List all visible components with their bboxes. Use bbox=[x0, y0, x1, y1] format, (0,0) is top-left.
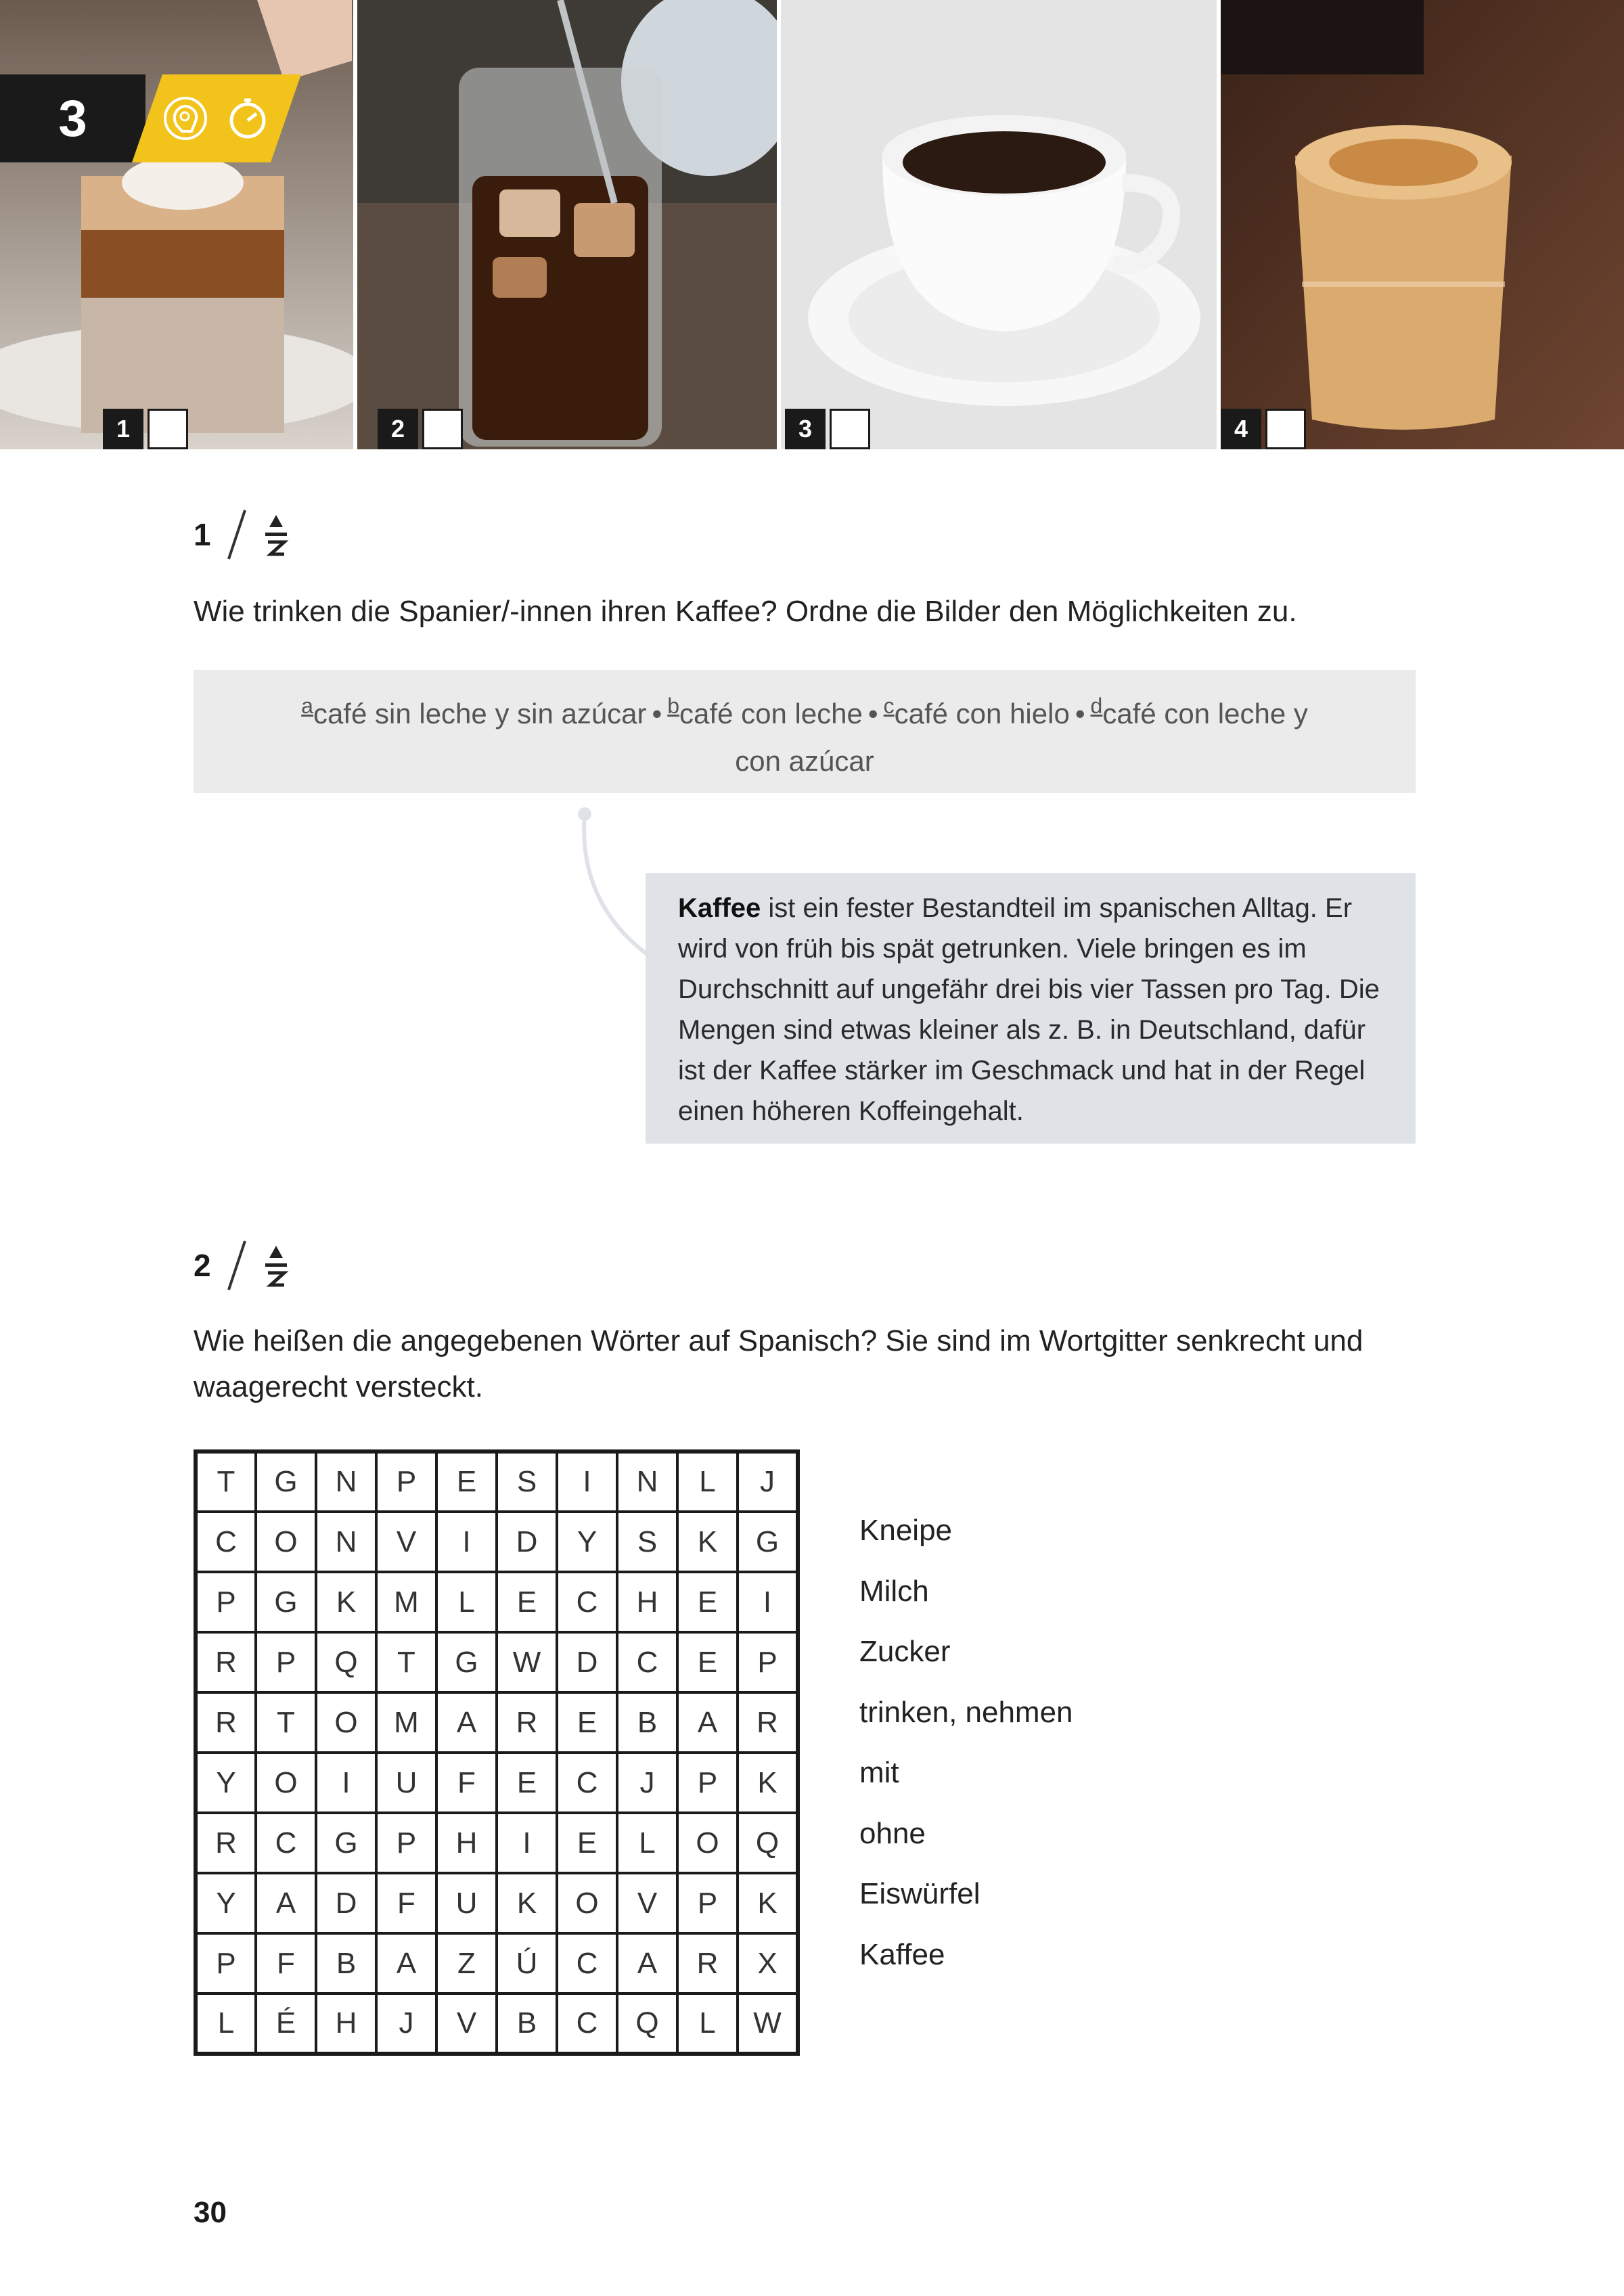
grid-cell[interactable]: P bbox=[196, 1572, 256, 1632]
grid-cell[interactable]: W bbox=[497, 1632, 557, 1692]
page-number: 30 bbox=[194, 2196, 227, 2229]
stopwatch-icon bbox=[224, 95, 271, 142]
photo-2 bbox=[357, 0, 777, 449]
grid-cell[interactable]: K bbox=[316, 1572, 376, 1632]
word-list-item: trinken, nehmen bbox=[859, 1695, 1073, 1729]
grid-cell[interactable]: C bbox=[557, 1933, 617, 1994]
grid-cell[interactable]: C bbox=[557, 1753, 617, 1813]
grid-cell[interactable]: Z bbox=[436, 1933, 497, 1994]
grid-cell[interactable]: E bbox=[557, 1692, 617, 1753]
answer-box[interactable] bbox=[1265, 409, 1306, 449]
grid-row bbox=[196, 1692, 798, 1753]
info-box bbox=[646, 873, 1416, 1144]
grid-row bbox=[196, 1512, 798, 1572]
grid-cell[interactable]: P bbox=[256, 1632, 316, 1692]
grid-cell[interactable]: N bbox=[316, 1512, 376, 1572]
grid-cell[interactable]: V bbox=[436, 1994, 497, 2054]
info-keyword: Kaffee bbox=[678, 893, 761, 923]
skill-tag bbox=[132, 74, 301, 162]
grid-cell[interactable]: I bbox=[557, 1451, 617, 1512]
bullet-separator: • bbox=[1075, 698, 1085, 729]
grid-row bbox=[196, 1873, 798, 1933]
grid-cell[interactable]: C bbox=[617, 1632, 677, 1692]
word-list-item: Milch bbox=[859, 1574, 929, 1608]
grid-cell[interactable]: L bbox=[196, 1994, 256, 2054]
grid-cell[interactable]: G bbox=[256, 1451, 316, 1512]
grid-cell[interactable]: R bbox=[677, 1933, 738, 1994]
grid-cell[interactable]: R bbox=[738, 1692, 798, 1753]
grid-cell[interactable]: R bbox=[196, 1632, 256, 1692]
grid-cell[interactable]: B bbox=[497, 1994, 557, 2054]
grid-cell[interactable]: L bbox=[677, 1451, 738, 1512]
grid-cell[interactable]: F bbox=[256, 1933, 316, 1994]
grid-cell[interactable]: P bbox=[196, 1933, 256, 1994]
grid-cell[interactable]: A bbox=[677, 1692, 738, 1753]
slash-divider-icon bbox=[223, 508, 250, 562]
photo-number: 2 bbox=[378, 409, 418, 449]
grid-row bbox=[196, 1451, 798, 1512]
word-list-item: ohne bbox=[859, 1816, 926, 1850]
grid-cell[interactable]: V bbox=[376, 1512, 436, 1572]
grid-cell[interactable]: R bbox=[196, 1813, 256, 1873]
grid-cell[interactable]: V bbox=[617, 1873, 677, 1933]
grid-cell[interactable]: N bbox=[316, 1451, 376, 1512]
word-list-item: Kaffee bbox=[859, 1937, 945, 1971]
grid-cell[interactable]: C bbox=[557, 1572, 617, 1632]
grid-cell[interactable]: E bbox=[557, 1813, 617, 1873]
grid-cell[interactable]: I bbox=[738, 1572, 798, 1632]
grid-cell[interactable]: E bbox=[677, 1572, 738, 1632]
match-task-icon bbox=[263, 1242, 290, 1289]
exercise-2-heading bbox=[194, 1238, 290, 1292]
grid-cell[interactable]: M bbox=[376, 1572, 436, 1632]
option-text: café con leche bbox=[679, 698, 863, 729]
grid-cell[interactable]: T bbox=[196, 1451, 256, 1512]
bullet-separator: • bbox=[867, 698, 878, 729]
option-letter: d bbox=[1090, 694, 1103, 718]
grid-cell[interactable]: Q bbox=[738, 1813, 798, 1873]
grid-cell[interactable]: O bbox=[316, 1692, 376, 1753]
word-search-grid[interactable] bbox=[194, 1449, 800, 2056]
exercise-2-instruction: Wie heißen die angegebenen Wörter auf Spanisch? Sie sind im Wortgitter senkrecht und waagerecht versteckt. bbox=[194, 1324, 1363, 1403]
grid-cell[interactable]: E bbox=[677, 1632, 738, 1692]
word-list bbox=[859, 1510, 1073, 1995]
grid-cell[interactable]: Ú bbox=[497, 1933, 557, 1994]
grid-cell[interactable]: J bbox=[376, 1994, 436, 2054]
grid-row bbox=[196, 1753, 798, 1813]
grid-cell[interactable]: I bbox=[436, 1512, 497, 1572]
grid-cell[interactable]: U bbox=[376, 1753, 436, 1813]
unit-badge bbox=[0, 74, 301, 162]
word-list-item: mit bbox=[859, 1756, 899, 1789]
word-list-item: Eiswürfel bbox=[859, 1877, 980, 1910]
grid-cell[interactable]: C bbox=[256, 1813, 316, 1873]
grid-cell[interactable]: A bbox=[256, 1873, 316, 1933]
grid-cell[interactable]: F bbox=[436, 1753, 497, 1813]
grid-cell[interactable]: H bbox=[436, 1813, 497, 1873]
grid-cell[interactable]: W bbox=[738, 1994, 798, 2054]
coffee-photo-1-image bbox=[0, 0, 353, 449]
grid-cell[interactable]: T bbox=[256, 1692, 316, 1753]
grid-cell[interactable]: X bbox=[738, 1933, 798, 1994]
grid-cell[interactable]: P bbox=[376, 1813, 436, 1873]
grid-cell[interactable]: D bbox=[497, 1512, 557, 1572]
grid-cell[interactable]: F bbox=[376, 1873, 436, 1933]
coffee-photo-3-image bbox=[781, 0, 1217, 449]
grid-cell[interactable]: R bbox=[497, 1692, 557, 1753]
photo-number: 1 bbox=[103, 409, 143, 449]
grid-cell[interactable]: Y bbox=[557, 1512, 617, 1572]
grid-cell[interactable]: H bbox=[617, 1572, 677, 1632]
word-list-item: Zucker bbox=[859, 1635, 951, 1668]
exercise-number: 1 bbox=[194, 517, 211, 552]
grid-cell[interactable]: G bbox=[316, 1813, 376, 1873]
exercise-number: 2 bbox=[194, 1248, 211, 1283]
grid-cell[interactable]: K bbox=[738, 1873, 798, 1933]
grid-cell[interactable]: O bbox=[256, 1753, 316, 1813]
grid-cell[interactable]: Q bbox=[617, 1994, 677, 2054]
grid-cell[interactable]: A bbox=[617, 1933, 677, 1994]
options-box bbox=[194, 670, 1416, 793]
grid-cell[interactable]: E bbox=[436, 1451, 497, 1512]
photo-number: 4 bbox=[1221, 409, 1261, 449]
bullet-separator: • bbox=[652, 698, 662, 729]
grid-row bbox=[196, 1632, 798, 1692]
match-task-icon bbox=[263, 511, 290, 558]
grid-cell[interactable]: P bbox=[738, 1632, 798, 1692]
grid-cell[interactable]: C bbox=[196, 1512, 256, 1572]
grid-cell[interactable]: L bbox=[677, 1994, 738, 2054]
grid-cell[interactable]: E bbox=[497, 1572, 557, 1632]
photo-3 bbox=[781, 0, 1217, 449]
option-letter: a bbox=[301, 694, 313, 718]
exercise-1-heading bbox=[194, 508, 290, 562]
grid-cell[interactable]: T bbox=[376, 1632, 436, 1692]
grid-row bbox=[196, 1572, 798, 1632]
grid-cell[interactable]: A bbox=[436, 1692, 497, 1753]
option-text: café con hielo bbox=[894, 698, 1070, 729]
grid-cell[interactable]: P bbox=[376, 1451, 436, 1512]
grid-cell[interactable]: A bbox=[376, 1933, 436, 1994]
grid-cell[interactable]: E bbox=[497, 1753, 557, 1813]
info-text: ist ein fester Bestandteil im spanischen Alltag. Er wird von früh bis spät getrunken. Viele bringen es im Durchschnitt auf ungefähr drei bis vier Tassen pro Tag. Die Mengen sind etwas kleiner als z. B. in Deutschland, dafür ist der Kaffee stärker im Geschmack und hat in der Regel einen höheren Koffeingehalt. bbox=[678, 893, 1380, 1126]
grid-row bbox=[196, 1813, 798, 1873]
grid-cell[interactable]: H bbox=[316, 1994, 376, 2054]
grid-cell[interactable]: G bbox=[436, 1632, 497, 1692]
unit-number: 3 bbox=[0, 74, 145, 162]
answer-box[interactable] bbox=[422, 409, 463, 449]
answer-box[interactable] bbox=[148, 409, 188, 449]
grid-cell[interactable]: U bbox=[436, 1873, 497, 1933]
grid-cell[interactable]: D bbox=[557, 1632, 617, 1692]
grid-cell[interactable]: J bbox=[617, 1753, 677, 1813]
grid-cell[interactable]: O bbox=[256, 1512, 316, 1572]
grid-cell[interactable]: C bbox=[557, 1994, 617, 2054]
grid-cell[interactable]: I bbox=[316, 1753, 376, 1813]
photo-4 bbox=[1221, 0, 1624, 449]
answer-box[interactable] bbox=[830, 409, 870, 449]
grid-cell[interactable]: B bbox=[316, 1933, 376, 1994]
grid-cell[interactable]: P bbox=[677, 1753, 738, 1813]
grid-cell[interactable]: L bbox=[617, 1813, 677, 1873]
grid-cell[interactable]: G bbox=[256, 1572, 316, 1632]
grid-cell[interactable]: R bbox=[196, 1692, 256, 1753]
grid-cell[interactable]: Q bbox=[316, 1632, 376, 1692]
grid-row bbox=[196, 1933, 798, 1994]
option-letter: c bbox=[883, 694, 895, 718]
grid-cell[interactable]: K bbox=[497, 1873, 557, 1933]
grid-cell[interactable]: O bbox=[677, 1813, 738, 1873]
grid-row bbox=[196, 1994, 798, 2054]
grid-cell[interactable]: I bbox=[497, 1813, 557, 1873]
grid-cell[interactable]: G bbox=[738, 1512, 798, 1572]
grid-cell[interactable]: Y bbox=[196, 1873, 256, 1933]
grid-cell[interactable]: S bbox=[617, 1512, 677, 1572]
grid-cell[interactable]: K bbox=[738, 1753, 798, 1813]
option-letter: b bbox=[667, 694, 680, 718]
slash-divider-icon bbox=[223, 1238, 250, 1292]
grid-cell[interactable]: P bbox=[677, 1873, 738, 1933]
photo-strip bbox=[0, 0, 1624, 449]
grid-cell[interactable]: O bbox=[557, 1873, 617, 1933]
grid-cell[interactable]: Y bbox=[196, 1753, 256, 1813]
grid-cell[interactable]: J bbox=[738, 1451, 798, 1512]
grid-cell[interactable]: M bbox=[376, 1692, 436, 1753]
word-list-item: Kneipe bbox=[859, 1514, 953, 1547]
grid-cell[interactable]: K bbox=[677, 1512, 738, 1572]
coffee-photo-4-image bbox=[1221, 0, 1624, 449]
grid-cell[interactable]: L bbox=[436, 1572, 497, 1632]
grid-cell[interactable]: D bbox=[316, 1873, 376, 1933]
grid-cell[interactable]: S bbox=[497, 1451, 557, 1512]
brain-icon bbox=[162, 95, 209, 142]
photo-number: 3 bbox=[785, 409, 826, 449]
option-text: café sin leche y sin azúcar bbox=[313, 698, 647, 729]
grid-cell[interactable]: É bbox=[256, 1994, 316, 2054]
grid-cell[interactable]: N bbox=[617, 1451, 677, 1512]
option-text: café con leche y con azúcar bbox=[735, 698, 1308, 777]
coffee-photo-2-image bbox=[357, 0, 777, 449]
photo-1 bbox=[0, 0, 353, 449]
grid-cell[interactable]: B bbox=[617, 1692, 677, 1753]
exercise-1-instruction: Wie trinken die Spanier/-innen ihren Kaffee? Ordne die Bilder den Möglichkeiten zu. bbox=[194, 595, 1297, 628]
